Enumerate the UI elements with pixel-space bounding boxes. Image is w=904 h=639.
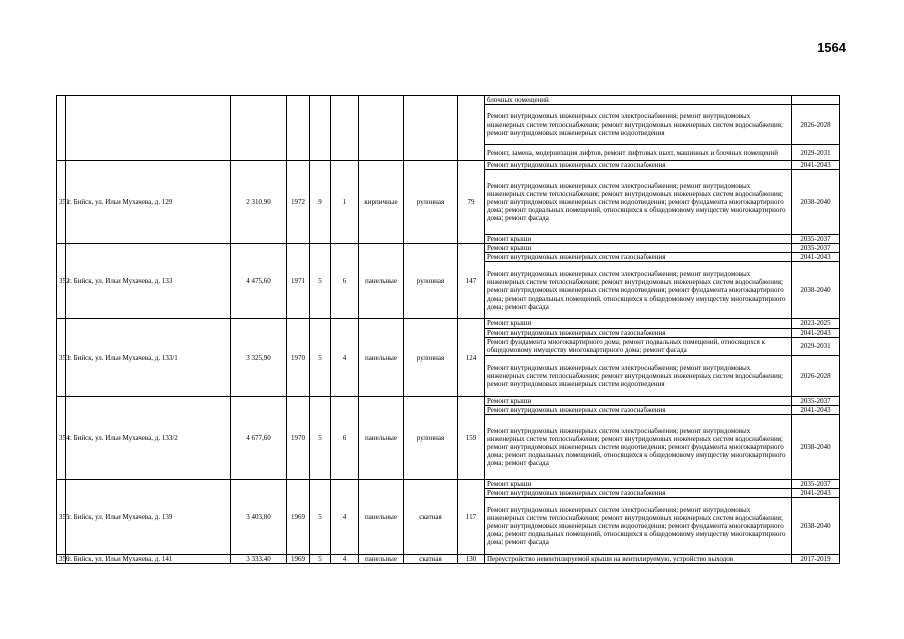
work-period: 2041-2043 bbox=[792, 405, 840, 414]
building-area: 4 677,60 bbox=[231, 396, 287, 479]
work-period: 2041-2043 bbox=[792, 253, 840, 262]
work-period: 2023-2025 bbox=[792, 319, 840, 328]
work-period: 2035-2037 bbox=[792, 244, 840, 253]
work-description: Ремонт внутридомовых инженерных систем газоснабжения bbox=[485, 328, 792, 337]
building-area: 4 475,60 bbox=[231, 244, 287, 319]
apartments-count: 130 bbox=[458, 555, 485, 564]
roof-type: рулонная bbox=[404, 161, 458, 244]
entrances-count: 4 bbox=[331, 479, 359, 554]
building-area bbox=[231, 96, 287, 161]
page-number: 1564 bbox=[817, 40, 846, 55]
entrances-count: 6 bbox=[331, 396, 359, 479]
row-number: 356 bbox=[57, 555, 66, 564]
work-description: Ремонт внутридомовых инженерных систем электроснабжения; ремонт внутридомовых инженерных систем теплоснабжения; ремонт внутридомовых инженерных систем водоснабжения; ремонт внутридомовых инженерных систем водоотведения bbox=[485, 105, 792, 145]
floors-count: 9 bbox=[310, 161, 331, 244]
work-period: 2038-2040 bbox=[792, 498, 840, 555]
work-description: Ремонт крыши bbox=[485, 479, 792, 488]
building-address: г. Бийск, ул. Ильи Мухачева, д. 133/2 bbox=[66, 396, 231, 479]
building-address: г. Бийск, ул. Ильи Мухачева, д. 139 bbox=[66, 479, 231, 554]
roof-type: рулонная bbox=[404, 319, 458, 396]
wall-material: панельные bbox=[359, 396, 404, 479]
construction-year bbox=[287, 96, 310, 161]
apartments-count: 117 bbox=[458, 479, 485, 554]
building-area: 3 325,90 bbox=[231, 319, 287, 396]
roof-type: скатная bbox=[404, 555, 458, 564]
row-number: 355 bbox=[57, 479, 66, 554]
floors-count: 5 bbox=[310, 555, 331, 564]
work-description: Ремонт внутридомовых инженерных систем газоснабжения bbox=[485, 405, 792, 414]
work-period: 2035-2037 bbox=[792, 235, 840, 244]
roof-type: рулонная bbox=[404, 244, 458, 319]
work-description: Ремонт внутридомовых инженерных систем электроснабжения; ремонт внутридомовых инженерных систем теплоснабжения; ремонт внутридомовых инженерных систем водоснабжения; ремонт внутридомовых инженерных систем водоотведения; ремонт фундамента многоквартирного дома; ремонт подвальных помещений, относящихся к общедомовому имуществу многоквартирного дома; ремонт фасада bbox=[485, 414, 792, 479]
table-row bbox=[57, 161, 840, 170]
wall-material: панельные bbox=[359, 479, 404, 554]
row-number: 353 bbox=[57, 319, 66, 396]
work-period: 2035-2037 bbox=[792, 479, 840, 488]
construction-year: 1971 bbox=[287, 244, 310, 319]
work-description: Ремонт внутридомовых инженерных систем газоснабжения bbox=[485, 488, 792, 497]
work-period: 2017-2019 bbox=[792, 555, 840, 564]
work-description: Ремонт крыши bbox=[485, 319, 792, 328]
apartments-count: 147 bbox=[458, 244, 485, 319]
apartments-count: 124 bbox=[458, 319, 485, 396]
work-period: 2038-2040 bbox=[792, 414, 840, 479]
work-description: Ремонт внутридомовых инженерных систем электроснабжения; ремонт внутридомовых инженерных систем теплоснабжения; ремонт внутридомовых инженерных систем водоснабжения; ремонт внутридомовых инженерных систем водоотведения bbox=[485, 355, 792, 396]
building-area: 3 333,40 bbox=[231, 555, 287, 564]
work-period: 2035-2037 bbox=[792, 396, 840, 405]
work-description: Ремонт внутридомовых инженерных систем газоснабжения bbox=[485, 161, 792, 170]
table-row bbox=[57, 396, 840, 405]
roof-type: скатная bbox=[404, 479, 458, 554]
floors-count bbox=[310, 96, 331, 161]
entrances-count: 4 bbox=[331, 555, 359, 564]
table-row bbox=[57, 555, 840, 564]
work-description: Ремонт, замена, модернизация лифтов, ремонт лифтовых шахт, машинных и блочных помещений bbox=[485, 145, 792, 161]
table-row bbox=[57, 96, 840, 105]
work-period: 2038-2040 bbox=[792, 262, 840, 319]
construction-year: 1970 bbox=[287, 319, 310, 396]
work-period: 2041-2043 bbox=[792, 161, 840, 170]
apartments-count: 79 bbox=[458, 161, 485, 244]
work-period: 2041-2043 bbox=[792, 328, 840, 337]
row-number bbox=[57, 96, 66, 161]
work-description: Ремонт внутридомовых инженерных систем электроснабжения; ремонт внутридомовых инженерных систем теплоснабжения; ремонт внутридомовых инженерных систем водоснабжения; ремонт внутридомовых инженерных систем водоотведения; ремонт фундамента многоквартирного дома; ремонт подвальных помещений, относящихся к общедомовому имуществу многоквартирного дома; ремонт фасада bbox=[485, 498, 792, 555]
apartments-count: 159 bbox=[458, 396, 485, 479]
building-address: г. Бийск, ул. Ильи Мухачева, д. 129 bbox=[66, 161, 231, 244]
work-period: 2026-2028 bbox=[792, 105, 840, 145]
work-description: Ремонт внутридомовых инженерных систем электроснабжения; ремонт внутридомовых инженерных систем теплоснабжения; ремонт внутридомовых инженерных систем водоснабжения; ремонт внутридомовых инженерных систем водоотведения; ремонт фундамента многоквартирного дома; ремонт подвальных помещений, относящихся к общедомовому имуществу многоквартирного дома; ремонт фасада bbox=[485, 262, 792, 319]
entrances-count bbox=[331, 96, 359, 161]
floors-count: 5 bbox=[310, 396, 331, 479]
building-address: г. Бийск, ул. Ильи Мухачева, д. 133 bbox=[66, 244, 231, 319]
construction-year: 1969 bbox=[287, 555, 310, 564]
work-description: Ремонт крыши bbox=[485, 244, 792, 253]
floors-count: 5 bbox=[310, 319, 331, 396]
row-number: 351 bbox=[57, 161, 66, 244]
roof-type: рулонная bbox=[404, 396, 458, 479]
floors-count: 5 bbox=[310, 479, 331, 554]
wall-material: панельные bbox=[359, 244, 404, 319]
building-area: 3 403,80 bbox=[231, 479, 287, 554]
work-period: 2029-2031 bbox=[792, 337, 840, 355]
building-area: 2 310,90 bbox=[231, 161, 287, 244]
repair-schedule-table bbox=[56, 95, 840, 564]
construction-year: 1970 bbox=[287, 396, 310, 479]
floors-count: 5 bbox=[310, 244, 331, 319]
work-period: 2038-2040 bbox=[792, 170, 840, 235]
table-row bbox=[57, 244, 840, 253]
building-address: г. Бийск, ул. Ильи Мухачева, д. 133/1 bbox=[66, 319, 231, 396]
work-period: 2026-2028 bbox=[792, 355, 840, 396]
building-address bbox=[66, 96, 231, 161]
building-address: г. Бийск, ул. Ильи Мухачева, д. 141 bbox=[66, 555, 231, 564]
wall-material bbox=[359, 96, 404, 161]
apartments-count bbox=[458, 96, 485, 161]
entrances-count: 1 bbox=[331, 161, 359, 244]
row-number: 352 bbox=[57, 244, 66, 319]
construction-year: 1969 bbox=[287, 479, 310, 554]
work-description: блочных помещений bbox=[485, 96, 792, 105]
work-description: Переустройство невентилируемой крыши на вентилируемую, устройство выходов bbox=[485, 555, 792, 564]
wall-material: кирпичные bbox=[359, 161, 404, 244]
work-period: 2029-2031 bbox=[792, 145, 840, 161]
table-row bbox=[57, 479, 840, 488]
work-period bbox=[792, 96, 840, 105]
wall-material: панельные bbox=[359, 319, 404, 396]
entrances-count: 4 bbox=[331, 319, 359, 396]
work-period: 2041-2043 bbox=[792, 488, 840, 497]
row-number: 354 bbox=[57, 396, 66, 479]
work-description: Ремонт внутридомовых инженерных систем электроснабжения; ремонт внутридомовых инженерных систем теплоснабжения; ремонт внутридомовых инженерных систем водоснабжения; ремонт внутридомовых инженерных систем водоотведения; ремонт фундамента многоквартирного дома; ремонт подвальных помещений, относящихся к общедомовому имуществу многоквартирного дома; ремонт фасада bbox=[485, 170, 792, 235]
entrances-count: 6 bbox=[331, 244, 359, 319]
work-description: Ремонт крыши bbox=[485, 396, 792, 405]
work-description: Ремонт крыши bbox=[485, 235, 792, 244]
wall-material: панельные bbox=[359, 555, 404, 564]
roof-type bbox=[404, 96, 458, 161]
table-row bbox=[57, 319, 840, 328]
construction-year: 1972 bbox=[287, 161, 310, 244]
work-description: Ремонт фундамента многоквартирного дома; ремонт подвальных помещений, относящихся к общедомовому имуществу многоквартирного дома; ремонт фасада bbox=[485, 337, 792, 355]
work-description: Ремонт внутридомовых инженерных систем газоснабжения bbox=[485, 253, 792, 262]
